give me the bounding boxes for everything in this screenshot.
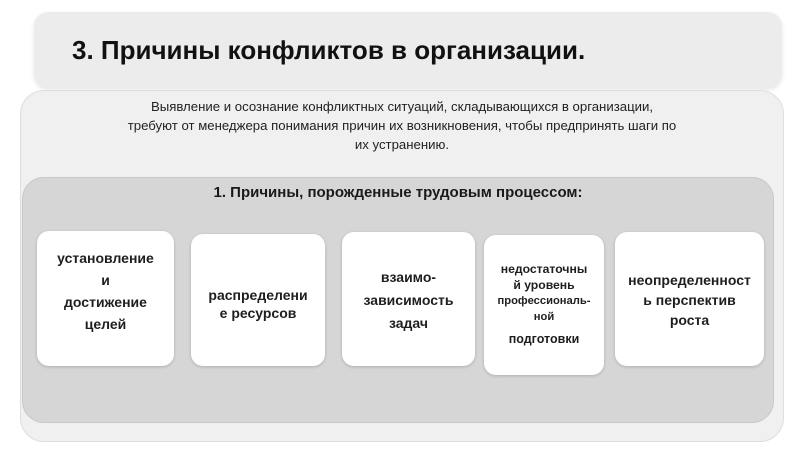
cause-card-training: [484, 235, 604, 375]
intro-line-3: их устранению.: [354, 137, 450, 152]
card-line: й уровень: [513, 278, 575, 292]
section-heading: 1. Причины, порожденные трудовым процессом:: [213, 184, 583, 201]
cause-card-interdependence: [342, 232, 475, 366]
cause-card-resources: [191, 234, 325, 366]
card-line: подготовки: [508, 332, 580, 346]
intro-line-2: требуют от менеджера понимания причин их возникновения, чтобы предпринять шаги по: [127, 118, 677, 133]
card-line: целей: [84, 316, 127, 332]
cause-card-growth: [615, 232, 764, 366]
card-line: неопределенност: [628, 272, 751, 288]
card-line: роста: [669, 312, 710, 328]
card-line: достижение: [64, 294, 147, 310]
intro-paragraph: [24, 97, 780, 154]
intro-line-1: Выявление и осознание конфликтных ситуаций, складывающихся в организации,: [150, 99, 654, 114]
card-line: ной: [533, 311, 555, 323]
card-line: установление: [57, 250, 154, 266]
card-line: ь перспектив: [643, 292, 736, 308]
card-line: распределени: [208, 287, 308, 303]
card-line: и: [101, 272, 110, 288]
title-banner: [34, 12, 782, 88]
cause-card-goals: [37, 231, 174, 366]
card-line: профессиональ-: [497, 295, 591, 307]
page-title: 3. Причины конфликтов в организации.: [72, 34, 586, 65]
card-line: недостаточны: [500, 262, 588, 276]
card-line: е ресурсов: [219, 305, 297, 321]
card-line: зависимость: [363, 292, 454, 308]
card-line: задач: [388, 315, 428, 331]
card-line: взаимо-: [380, 269, 437, 285]
